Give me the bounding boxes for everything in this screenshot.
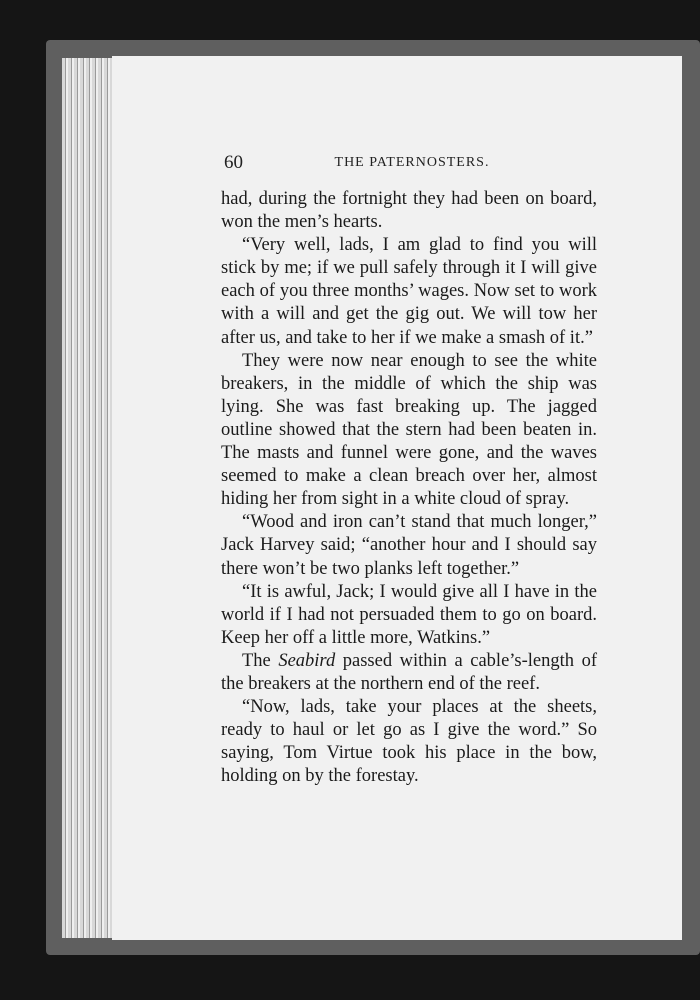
paragraph: had, during the fortnight they had been on board, won the men’s hearts. [221,189,597,233]
ship-name: Seabird [278,650,336,671]
paragraph: “Wood and iron can’t stand that much longer,” Jack Harvey said; “another hour and I should say there won’t be two planks left together.” [221,512,597,579]
page-header [224,152,600,176]
paragraph-text: passed within a cable’s-length of the breakers at the northern end of the reef. [221,650,597,694]
paragraph: They were now near enough to see the white breakers, in the middle of which the ship was lying. She was fast breaking up. The jagged outline showed that the stern had been beaten in. The masts and funnel were gone, and the waves seemed to make a clean breach over her, almost hiding her from sight in a white cloud of spray. [221,350,597,510]
paragraph: “Now, lads, take your places at the sheets, ready to haul or let go as I give the word.” So saying, Tom Virtue took his place in the bow, holding on by the forestay. [221,697,597,787]
paragraph: “It is awful, Jack; I would give all I have in the world if I had not persuaded them to go on board. Keep her off a little more, Watkins.” [221,581,597,648]
paragraph-text: The [242,650,279,671]
paragraph: “Very well, lads, I am glad to find you will stick by me; if we pull safely through it I will give each of you three months’ wages. Now set to work with a will and get the gig out. We will tow her after us, and take to her if we make a smash of it.” [221,235,597,348]
body-text [221,188,597,788]
paragraph [221,650,597,696]
page-number: 60 [224,152,243,173]
running-title: THE PATERNOSTERS. [334,155,490,170]
